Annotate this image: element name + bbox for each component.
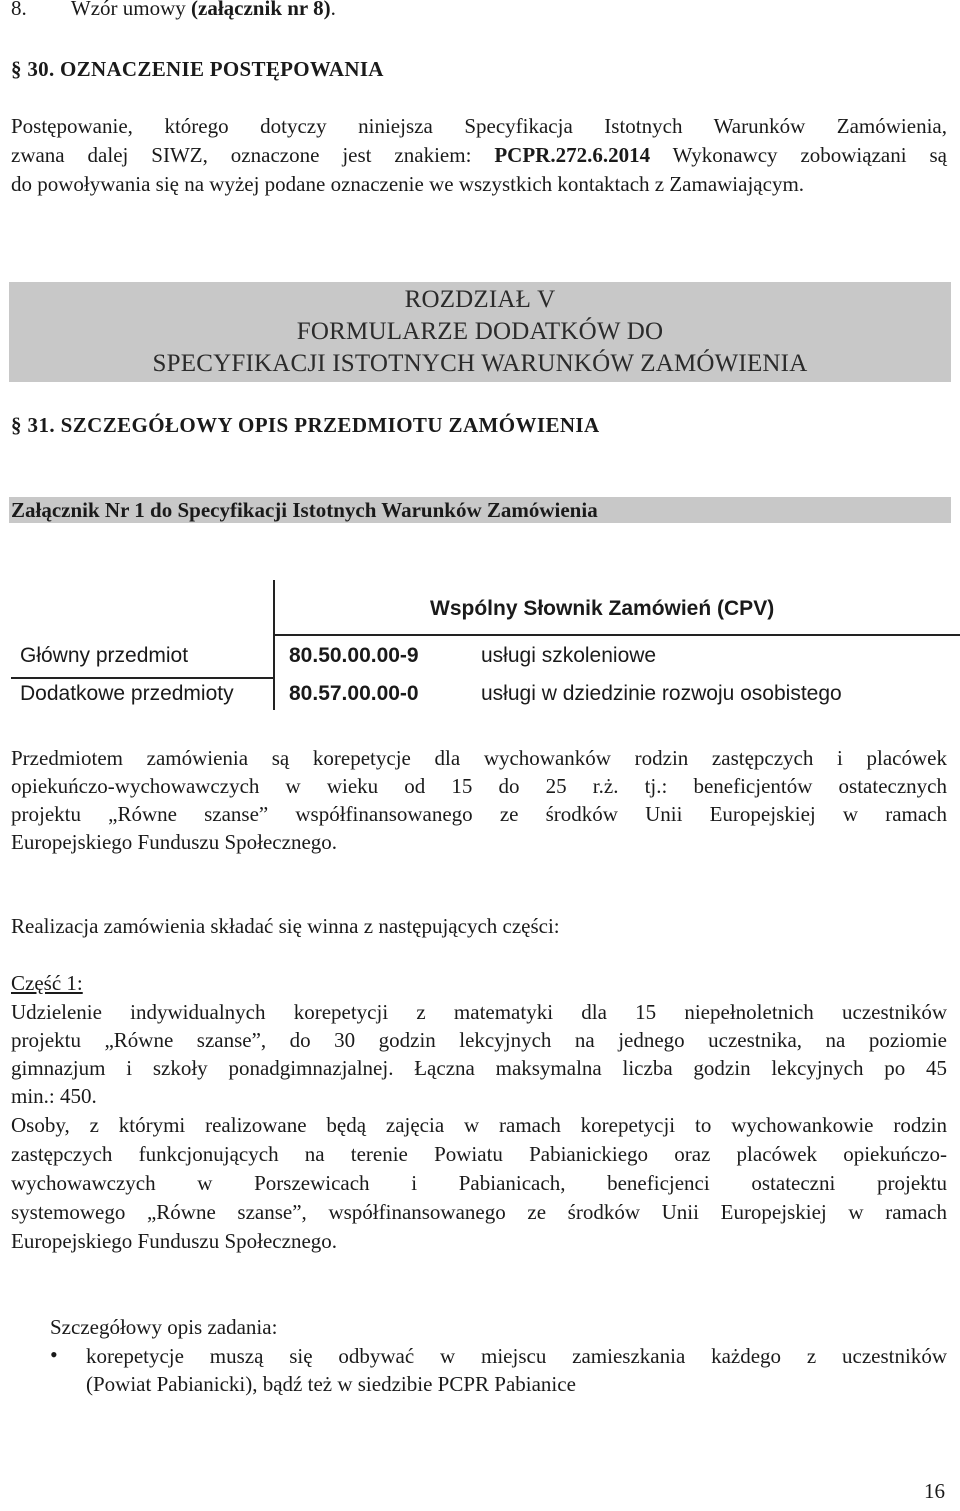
part-1-line: systemowego „Równe szanse”, współfinansowanego ze środków Unii Europejskiej w ramach [11, 1200, 947, 1224]
cpv-row-code: 80.50.00.00-9 [289, 644, 419, 667]
item-text-end: . [330, 0, 336, 20]
section-30-line-1: Postępowanie, którego dotyczy niniejsza Specyfikacja Istotnych Warunków Zamówienia, [11, 114, 947, 138]
line-start: zwana dalej SIWZ, oznaczone jest znakiem: [11, 143, 495, 167]
section-30-heading: § 30. OZNACZENIE POSTĘPOWANIA [11, 57, 384, 81]
cpv-row-label: Dodatkowe przedmioty [20, 682, 234, 705]
cpv-row-label: Główny przedmiot [20, 644, 189, 667]
item-text-bold: (załącznik nr 8) [191, 0, 331, 20]
chapter-heading-box [9, 282, 951, 382]
cpv-row-desc: usługi w dziedzinie rozwoju osobistego [481, 682, 842, 705]
part-1-label: Część 1: [11, 971, 83, 995]
subject-line-3: projektu „Równe szanse” współfinansowanego ze środków Unii Europejskiej w ramach [11, 802, 947, 826]
chapter-title-line-1: ROZDZIAŁ V [404, 286, 556, 313]
chapter-title-line-3: SPECYFIKACJI ISTOTNYCH WARUNKÓW ZAMÓWIENIA [152, 350, 808, 377]
part-1-line: Osoby, z którymi realizowane będą zajęcia w ramach korepetycji to wychowankowie rodzin [11, 1113, 947, 1137]
chapter-title-line-2: FORMULARZE DODATKÓW DO [296, 318, 664, 345]
part-1-line: Europejskiego Funduszu Społecznego. [11, 1229, 338, 1253]
part-1-line: zastępczych funkcjonujących na terenie Powiatu Pabianickiego oraz placówek opiekuńczo- [11, 1142, 947, 1166]
item-number: 8. [11, 0, 27, 20]
item-text: Wzór umowy [70, 0, 192, 20]
part-1-line: projektu „Równe szanse”, do 30 godzin lekcyjnych na jednego uczestnika, na poziomie [11, 1028, 947, 1052]
cpv-header: Wspólny Słownik Zamówień (CPV) [430, 597, 775, 620]
bullet-dot-icon: • [50, 1342, 58, 1367]
list-item-8 [11, 0, 336, 22]
subject-line-1: Przedmiotem zamówienia są korepetycje dla wychowanków rodzin zastępczych i placówek [11, 746, 947, 770]
detail-heading: Szczegółowy opis zadania: [50, 1315, 278, 1339]
part-1-line: wychowawczych w Porszewicach i Pabianicach, beneficjenci ostateczni projektu [11, 1171, 947, 1195]
line-end: Wykonawcy zobowiązani są [650, 143, 947, 167]
cpv-table-rule [273, 634, 960, 636]
section-31-heading: § 31. SZCZEGÓŁOWY OPIS PRZEDMIOTU ZAMÓWIENIA [11, 413, 600, 437]
annex-title: Załącznik Nr 1 do Specyfikacji Istotnych Warunków Zamówienia [11, 498, 598, 522]
reference-code: PCPR.272.6.2014 [494, 143, 651, 167]
section-30-line-3: do powoływania się na wyżej podane oznaczenie we wszystkich kontaktach z Zamawiającym. [11, 172, 805, 196]
section-30-line-2 [11, 141, 947, 169]
cpv-row-desc: usługi szkoleniowe [481, 644, 657, 667]
bullet-line-1: korepetycje muszą się odbywać w miejscu zamieszkania każdego z uczestników [86, 1344, 947, 1368]
cpv-row-code: 80.57.00.00-0 [289, 682, 419, 705]
subject-line-2: opiekuńczo-wychowawczych w wieku od 15 do 25 r.ż. tj.: beneficjentów ostatecznych [11, 774, 947, 798]
subject-line-4: Europejskiego Funduszu Społecznego. [11, 830, 338, 854]
part-1-line: gimnazjum i szkoły ponadgimnazjalnej. Łączna maksymalna liczba godzin lekcyjnych po 45 [11, 1056, 947, 1080]
realization-intro: Realizacja zamówienia składać się winna z następujących części: [11, 914, 560, 938]
bullet-line-2: (Powiat Pabianicki), bądź też w siedzibie PCPR Pabianice [86, 1372, 576, 1396]
cpv-table-divider [273, 580, 275, 710]
page-number: 16 [924, 1479, 945, 1503]
cpv-table-row-rule [11, 677, 273, 679]
part-1-line: Udzielenie indywidualnych korepetycji z matematyki dla 15 niepełnoletnich uczestników [11, 1000, 947, 1024]
part-1-line: min.: 450. [11, 1084, 97, 1108]
